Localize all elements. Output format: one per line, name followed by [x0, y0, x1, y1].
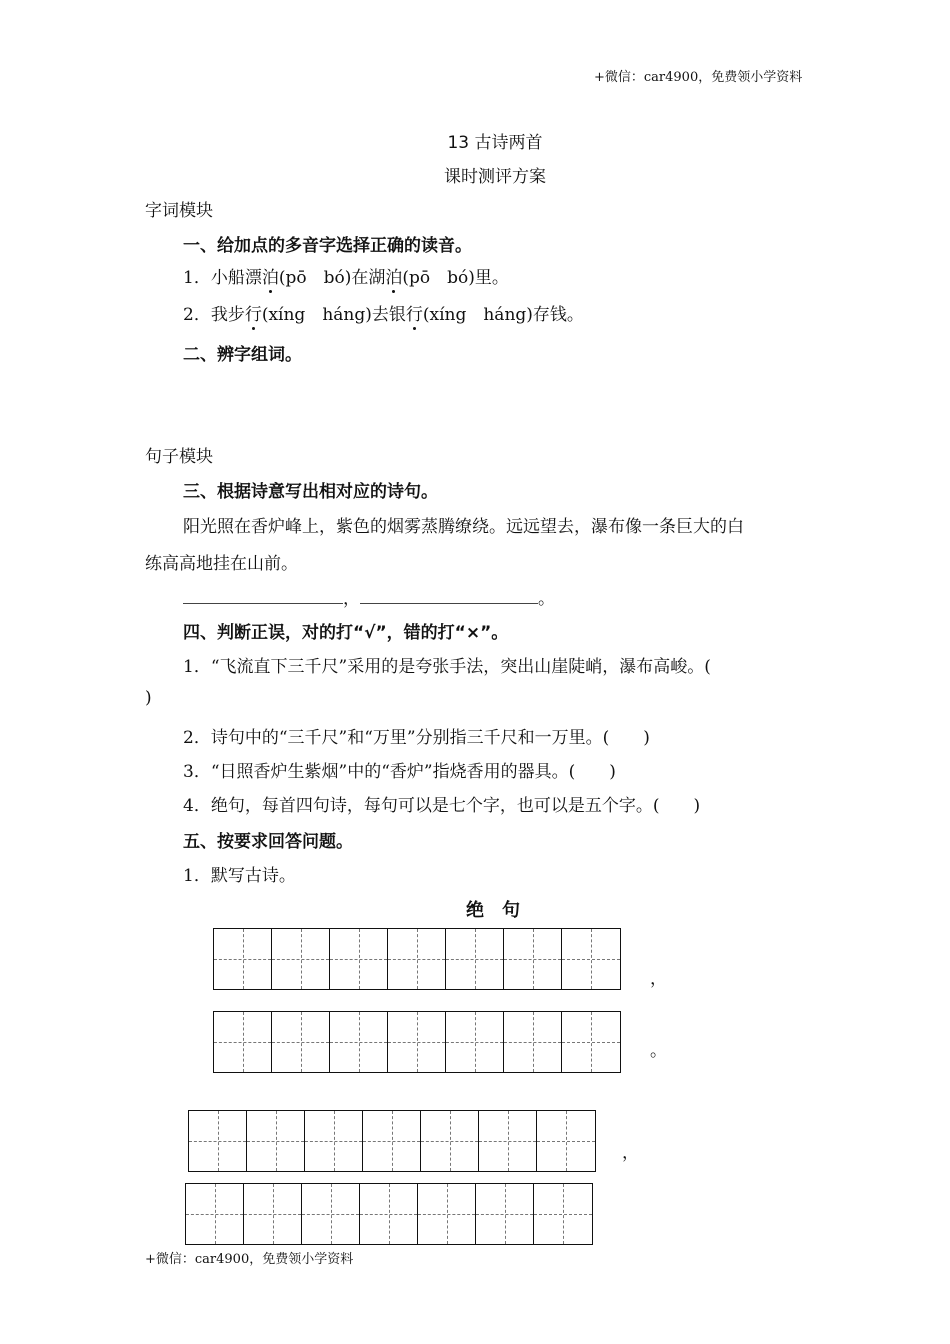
text-segment: (xíng háng)存钱。 — [422, 305, 584, 325]
grid-cell[interactable] — [388, 1012, 446, 1072]
grid-cell[interactable] — [562, 1012, 620, 1072]
text-segment: (pō bó)在湖 — [278, 268, 386, 288]
grid-cell[interactable] — [244, 1184, 302, 1244]
grid-row-2-punct: 。 — [650, 1041, 667, 1061]
grid-cell[interactable] — [418, 1184, 476, 1244]
poem-title: 绝 句 — [466, 900, 520, 921]
lesson-title: 13 古诗两首 — [447, 133, 543, 153]
grid-cell[interactable] — [421, 1111, 479, 1171]
grid-cell[interactable] — [562, 929, 620, 989]
dotted-char: 行 — [245, 300, 262, 325]
dotted-char: 行 — [406, 300, 423, 325]
question-2-heading: 二、辨字组词。 — [183, 345, 302, 365]
grid-cell[interactable] — [302, 1184, 360, 1244]
grid-cell[interactable] — [272, 929, 330, 989]
grid-cell[interactable] — [272, 1012, 330, 1072]
question-3-paragraph-line-1: 阳光照在香炉峰上，紫色的烟雾蒸腾缭绕。远远望去，瀑布像一条巨大的白 — [183, 517, 744, 537]
question-4-item-1-paren: ) — [145, 688, 152, 708]
grid-cell[interactable] — [214, 1012, 272, 1072]
writing-grid-row-1[interactable] — [213, 928, 621, 990]
dotted-char: 泊 — [385, 263, 402, 288]
question-1-item-2 — [183, 300, 584, 325]
grid-row-1-punct: ， — [650, 969, 667, 989]
text-segment: 1．小船漂 — [183, 268, 262, 288]
watermark-top: +微信：car4900，免费领小学资料 — [594, 70, 803, 85]
grid-cell[interactable] — [360, 1184, 418, 1244]
grid-cell[interactable] — [504, 1012, 562, 1072]
grid-row-3-punct: ， — [622, 1143, 639, 1163]
period: 。 — [538, 589, 555, 609]
grid-cell[interactable] — [504, 929, 562, 989]
text-segment: (xíng háng)去银 — [261, 305, 406, 325]
question-3-paragraph-line-2: 练高高地挂在山前。 — [145, 554, 298, 574]
answer-blank-1[interactable] — [183, 589, 343, 604]
question-1-item-1 — [183, 263, 509, 288]
section-label-words: 字词模块 — [145, 201, 213, 221]
grid-cell[interactable] — [388, 929, 446, 989]
grid-cell[interactable] — [446, 1012, 504, 1072]
watermark-bottom: +微信：car4900，免费领小学资料 — [145, 1252, 354, 1267]
grid-cell[interactable] — [305, 1111, 363, 1171]
grid-cell[interactable] — [189, 1111, 247, 1171]
writing-grid-row-2[interactable] — [213, 1011, 621, 1073]
question-5-heading: 五、按要求回答问题。 — [183, 832, 353, 852]
question-1-heading: 一、给加点的多音字选择正确的读音。 — [183, 236, 472, 256]
writing-grid-row-3[interactable] — [188, 1110, 596, 1172]
grid-cell[interactable] — [537, 1111, 595, 1171]
grid-cell[interactable] — [330, 1012, 388, 1072]
grid-cell[interactable] — [534, 1184, 592, 1244]
grid-cell[interactable] — [247, 1111, 305, 1171]
answer-blank-2[interactable] — [360, 589, 538, 604]
question-4-item-3: 3．“日照香炉生紫烟”中的“香炉”指烧香用的器具。( ) — [183, 762, 616, 782]
grid-cell[interactable] — [479, 1111, 537, 1171]
comma: ， — [343, 589, 360, 609]
lesson-subtitle: 课时测评方案 — [444, 167, 546, 187]
grid-cell[interactable] — [214, 929, 272, 989]
grid-cell[interactable] — [330, 929, 388, 989]
section-label-sentences: 句子模块 — [145, 447, 213, 467]
grid-cell[interactable] — [476, 1184, 534, 1244]
question-5-item-1: 1．默写古诗。 — [183, 866, 296, 886]
dotted-char: 泊 — [262, 263, 279, 288]
question-3-heading: 三、根据诗意写出相对应的诗句。 — [183, 482, 438, 502]
text-segment: 2．我步 — [183, 305, 245, 325]
writing-grid-row-4[interactable] — [185, 1183, 593, 1245]
question-4-item-2: 2．诗句中的“三千尺”和“万里”分别指三千尺和一万里。( ) — [183, 728, 650, 748]
question-4-item-1: 1．“飞流直下三千尺”采用的是夸张手法，突出山崖陡峭，瀑布高峻。( — [183, 657, 711, 677]
grid-cell[interactable] — [363, 1111, 421, 1171]
grid-cell[interactable] — [446, 929, 504, 989]
text-segment: (pō bó)里。 — [402, 268, 509, 288]
question-3-answer-line — [183, 584, 555, 609]
question-4-item-4: 4．绝句，每首四句诗，每句可以是七个字，也可以是五个字。( ) — [183, 796, 701, 816]
question-4-heading: 四、判断正误，对的打“√”，错的打“×”。 — [183, 623, 509, 643]
grid-cell[interactable] — [186, 1184, 244, 1244]
